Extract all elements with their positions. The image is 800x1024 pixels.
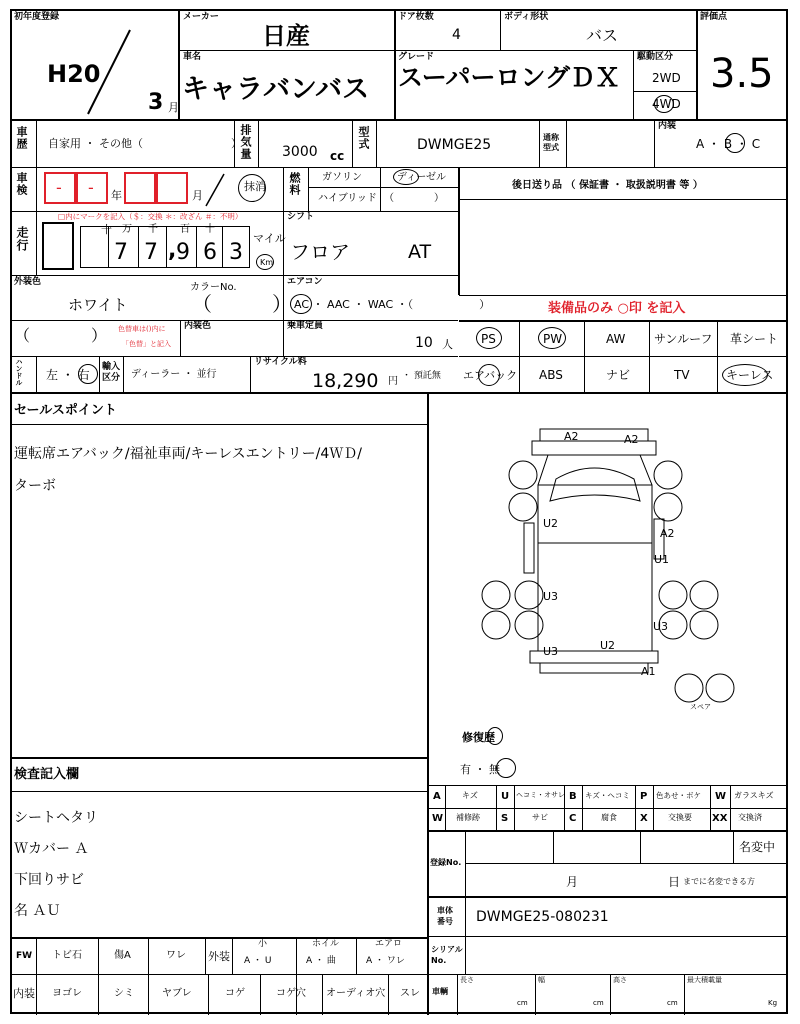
import-value: ディーラー ・ 並行 xyxy=(131,369,217,380)
equip-pw: PW xyxy=(543,332,563,346)
fw-label: FW xyxy=(16,951,33,961)
width-label: 幅 xyxy=(538,976,545,984)
equip-navi: ナビ xyxy=(606,368,631,382)
maker-label: メーカー xyxy=(183,12,219,22)
damage-mark: A1 xyxy=(641,665,656,678)
mileage-digit: 6 xyxy=(203,240,217,265)
color-code-label: カラーNo. xyxy=(190,282,237,293)
capacity-value: 10 xyxy=(415,335,433,351)
repair-none-circle xyxy=(496,758,516,778)
inspection-dash-1: - xyxy=(56,178,62,197)
shift-label: シフト xyxy=(287,212,315,222)
fw-item: ワレ xyxy=(166,950,186,961)
interior-section-label: 内装 xyxy=(13,987,35,1000)
legend-code: W xyxy=(432,813,444,824)
handle-label: ハンドル xyxy=(15,358,23,386)
mileage-digit: 3 xyxy=(229,240,243,265)
legend-desc: キズ xyxy=(462,791,478,800)
check-title: 検査記入欄 xyxy=(14,767,80,782)
damage-mark: A2 xyxy=(564,430,579,443)
inspection-box-4 xyxy=(156,172,188,204)
inspection-year-unit: 年 xyxy=(111,189,122,202)
legend-code: U xyxy=(501,791,510,802)
damage-mark: U3 xyxy=(653,620,669,633)
registration-deadline: までに名変できる方 xyxy=(683,877,755,886)
interior-item: ヨゴレ xyxy=(52,988,82,999)
interior-item: ヤブレ xyxy=(162,988,192,999)
aero-value: A ・ ワレ xyxy=(366,956,405,966)
car-name-label: 車名 xyxy=(183,52,202,62)
car-diagram xyxy=(428,393,788,776)
sales-line-2: ターボ xyxy=(14,478,56,494)
first-reg-month: 3 xyxy=(148,90,164,115)
aircon-label: エアコン xyxy=(287,277,323,287)
recycle-label: リサイクル料 xyxy=(254,357,307,367)
name-change-label: 名変中 xyxy=(739,840,776,854)
check-item: 名 ＡＵ xyxy=(14,903,61,919)
interior-b-circle xyxy=(725,133,745,153)
damage-mark: U3 xyxy=(543,590,559,603)
model-label: 型式 xyxy=(357,126,370,150)
unit-juu: 十 xyxy=(205,224,215,235)
first-reg-year: H20 xyxy=(47,60,101,88)
handle-right-circle xyxy=(78,364,98,384)
interior-item: コゲ穴 xyxy=(276,988,306,999)
history-text: 自家用 ・ その他（ ） xyxy=(48,137,242,150)
model: DWMGE25 xyxy=(417,137,492,153)
color-change-note-1: 色替車は()内に xyxy=(118,325,166,333)
keyless-circle xyxy=(722,364,768,386)
maker: 日産 xyxy=(262,22,310,50)
legend-desc: ヘコミ・オサレ xyxy=(516,791,565,799)
repair-label: 修復歴 xyxy=(462,731,495,744)
capacity-unit: 人 xyxy=(442,338,453,351)
equip-airbag: エアバック xyxy=(463,369,518,382)
interior-item: コゲ xyxy=(225,988,245,999)
equip-keyless: キーレス xyxy=(726,368,774,382)
registration-day: 日 xyxy=(668,875,681,889)
equip-ps: PS xyxy=(481,332,496,346)
ac-circle xyxy=(290,294,312,314)
equip-aw: AW xyxy=(606,332,626,346)
spare-label: スペア xyxy=(690,703,711,711)
common-model-label: 通称型式 xyxy=(543,133,559,152)
first-reg-label: 初年度登録 xyxy=(14,12,60,22)
legend-code: XX xyxy=(712,813,728,824)
mileage-note: □内にマークを記入（＄：交換 ＊：改ざん ＃：不明） xyxy=(58,212,243,221)
height-label: 高さ xyxy=(613,976,627,984)
small-label: 小 xyxy=(258,939,268,949)
legend-desc: キズ・ヘコミ xyxy=(585,791,630,800)
legend-code: B xyxy=(569,791,577,802)
fuel-label: 燃料 xyxy=(288,172,301,196)
unit-sen: 千 xyxy=(148,224,158,235)
legend-code: A xyxy=(433,791,441,802)
mileage-digit-0 xyxy=(42,222,74,270)
car-name: キャラバンバス xyxy=(182,74,370,105)
legend-desc: ガラスキズ xyxy=(734,791,774,800)
length-label: 長さ xyxy=(460,976,474,984)
body-label: ボディ形状 xyxy=(504,12,549,22)
damage-mark: U2 xyxy=(543,517,559,530)
legend-code: W xyxy=(715,791,727,802)
damage-mark: A2 xyxy=(660,527,675,540)
damage-mark: A2 xyxy=(624,433,639,446)
interior-grades: A ・ B ・ C xyxy=(696,137,761,151)
sales-line-1: 運転席エアバック/福祉車両/キーレスエントリー/4ＷＤ/ xyxy=(14,446,362,462)
fuel-hybrid: ハイブリッド xyxy=(318,193,377,204)
damage-mark: U1 xyxy=(654,553,670,566)
drive-label: 駆動区分 xyxy=(637,52,674,62)
fuel-diesel: ディーゼル xyxy=(397,172,446,183)
legend-code: X xyxy=(640,813,648,824)
exterior-label: 外装 xyxy=(208,950,230,963)
mileage-digit: 7 xyxy=(144,240,158,265)
fuel-paren: （ ） xyxy=(384,193,444,204)
airbag-circle xyxy=(478,364,500,386)
inspection-slash xyxy=(200,172,230,208)
equipment-heading: 装備品のみ ○印 を記入 xyxy=(548,301,686,316)
sales-title: セールスポイント xyxy=(14,403,117,418)
wheel-value: A ・ 曲 xyxy=(306,956,336,966)
color-change-note-2: 「色替」と記入 xyxy=(122,340,171,348)
import-label: 輸入区分 xyxy=(102,362,121,383)
registration-label: 登録No. xyxy=(430,858,462,867)
color-change-paren: （ ） xyxy=(14,326,108,345)
fuel-gasoline: ガソリン xyxy=(322,172,362,183)
width-unit: cm xyxy=(593,999,604,1007)
history-label: 車歴 xyxy=(15,126,28,150)
legend-desc: サビ xyxy=(532,813,548,822)
inspection-month-unit: 月 xyxy=(192,189,203,202)
grade-label: グレード xyxy=(398,52,435,62)
recycle-yen: 円 xyxy=(388,376,398,387)
legend-desc: 交換要 xyxy=(668,813,692,822)
dims-label: 車輌 xyxy=(432,987,448,996)
km-label: Km xyxy=(260,258,274,267)
color-label: 外装色 xyxy=(14,277,42,287)
equip-leather: 革シート xyxy=(730,332,779,346)
pw-circle xyxy=(538,327,566,349)
score-label: 評価点 xyxy=(700,12,728,22)
interior-item: シミ xyxy=(114,988,134,999)
check-item: シートヘタリ xyxy=(14,810,98,826)
shift-value: フロア xyxy=(290,240,350,264)
weight-unit: Kg xyxy=(768,999,778,1007)
check-item: Ｗカバー Ａ xyxy=(14,841,89,857)
weight-label: 最大積載量 xyxy=(687,976,722,984)
grade: スーパーロングＤＸ xyxy=(398,63,621,92)
unregistered-circle xyxy=(238,174,266,202)
repair-label-circle xyxy=(487,727,503,745)
check-item: 下回りサビ xyxy=(14,872,84,888)
aero-label: エアロ xyxy=(375,939,403,949)
ps-circle xyxy=(476,327,502,349)
displacement: 3000 xyxy=(282,144,318,160)
inspection-unregistered: 抹消 xyxy=(244,180,266,193)
unit-hyaku: 百 xyxy=(180,224,190,235)
inspection-label: 車検 xyxy=(15,172,28,196)
unit-man: 万 xyxy=(122,224,132,235)
handle-value: 左 ・ 右 xyxy=(46,368,90,382)
recycle-value: 18,290 xyxy=(312,370,379,392)
legend-code: P xyxy=(640,791,648,802)
month-unit: 月 xyxy=(168,101,179,114)
mileage-label: 走行 xyxy=(15,226,29,252)
capacity-label: 乗車定員 xyxy=(287,321,324,331)
mileage-comma: , xyxy=(168,238,177,263)
inspection-box-3 xyxy=(124,172,156,204)
legend-desc: 腐食 xyxy=(601,813,617,822)
interior-item: オーディオ穴 xyxy=(326,988,386,999)
chassis-label: 車体番号 xyxy=(437,906,453,926)
interior-item: スレ xyxy=(400,988,420,999)
inspection-dash-2: - xyxy=(88,178,94,197)
body: バス xyxy=(586,26,619,45)
score: 3.5 xyxy=(710,51,774,97)
repair-value: 有 ・ 無 xyxy=(460,763,500,776)
color-value: ホワイト xyxy=(68,296,128,314)
legend-desc: 色あせ・ボケ xyxy=(656,791,701,800)
drive-2wd: 2WD xyxy=(652,71,681,85)
first-reg-slash xyxy=(80,28,140,118)
documents-label: 後日送り品 （ 保証書 ・ 取扱説明書 等 ） xyxy=(512,180,703,191)
fw-item: 傷A xyxy=(114,950,131,961)
equip-sunroof: サンルーフ xyxy=(654,332,713,346)
legend-desc: 交換済 xyxy=(738,813,762,822)
shift-type: AT xyxy=(408,241,432,263)
mileage-digit: 9 xyxy=(176,240,190,265)
damage-mark: U2 xyxy=(600,639,616,652)
equip-tv: TV xyxy=(674,368,690,382)
fw-item: トビ石 xyxy=(52,950,82,961)
legend-code: S xyxy=(501,813,509,824)
cc-unit: cc xyxy=(330,149,345,163)
mileage-digit: 7 xyxy=(114,240,128,265)
equip-abs: ABS xyxy=(539,368,563,382)
height-unit: cm xyxy=(667,999,678,1007)
doors-label: ドア枚数 xyxy=(398,12,434,22)
serial-label: シリアルNo. xyxy=(431,945,463,965)
aircon-options: AC ・ AAC ・ WAC ・（ ） xyxy=(294,298,491,311)
km-circle xyxy=(256,254,274,270)
doors: 4 xyxy=(452,27,461,43)
chassis-value: DWMGE25-080231 xyxy=(476,909,609,925)
color-code-paren: （ ） xyxy=(192,292,292,316)
interior-color-label: 内装色 xyxy=(184,321,212,331)
length-unit: cm xyxy=(517,999,528,1007)
drive-4wd-circle xyxy=(654,95,674,113)
recycle-note: ・ 預託無 xyxy=(402,371,441,381)
legend-code: C xyxy=(569,813,577,824)
registration-month: 月 xyxy=(566,875,579,889)
diesel-circle xyxy=(393,169,419,185)
mile-label: マイル xyxy=(253,232,286,245)
interior-label: 内装 xyxy=(658,121,677,131)
drive-4wd: 4WD xyxy=(652,97,681,111)
damage-mark: U3 xyxy=(543,645,559,658)
small-value: A ・ U xyxy=(244,956,272,966)
displacement-label: 排気量 xyxy=(239,124,252,160)
legend-desc: 補修跡 xyxy=(456,813,480,822)
wheel-label: ホイル xyxy=(312,939,340,949)
unit-ten-thousand-plus: 十 xyxy=(101,223,112,236)
